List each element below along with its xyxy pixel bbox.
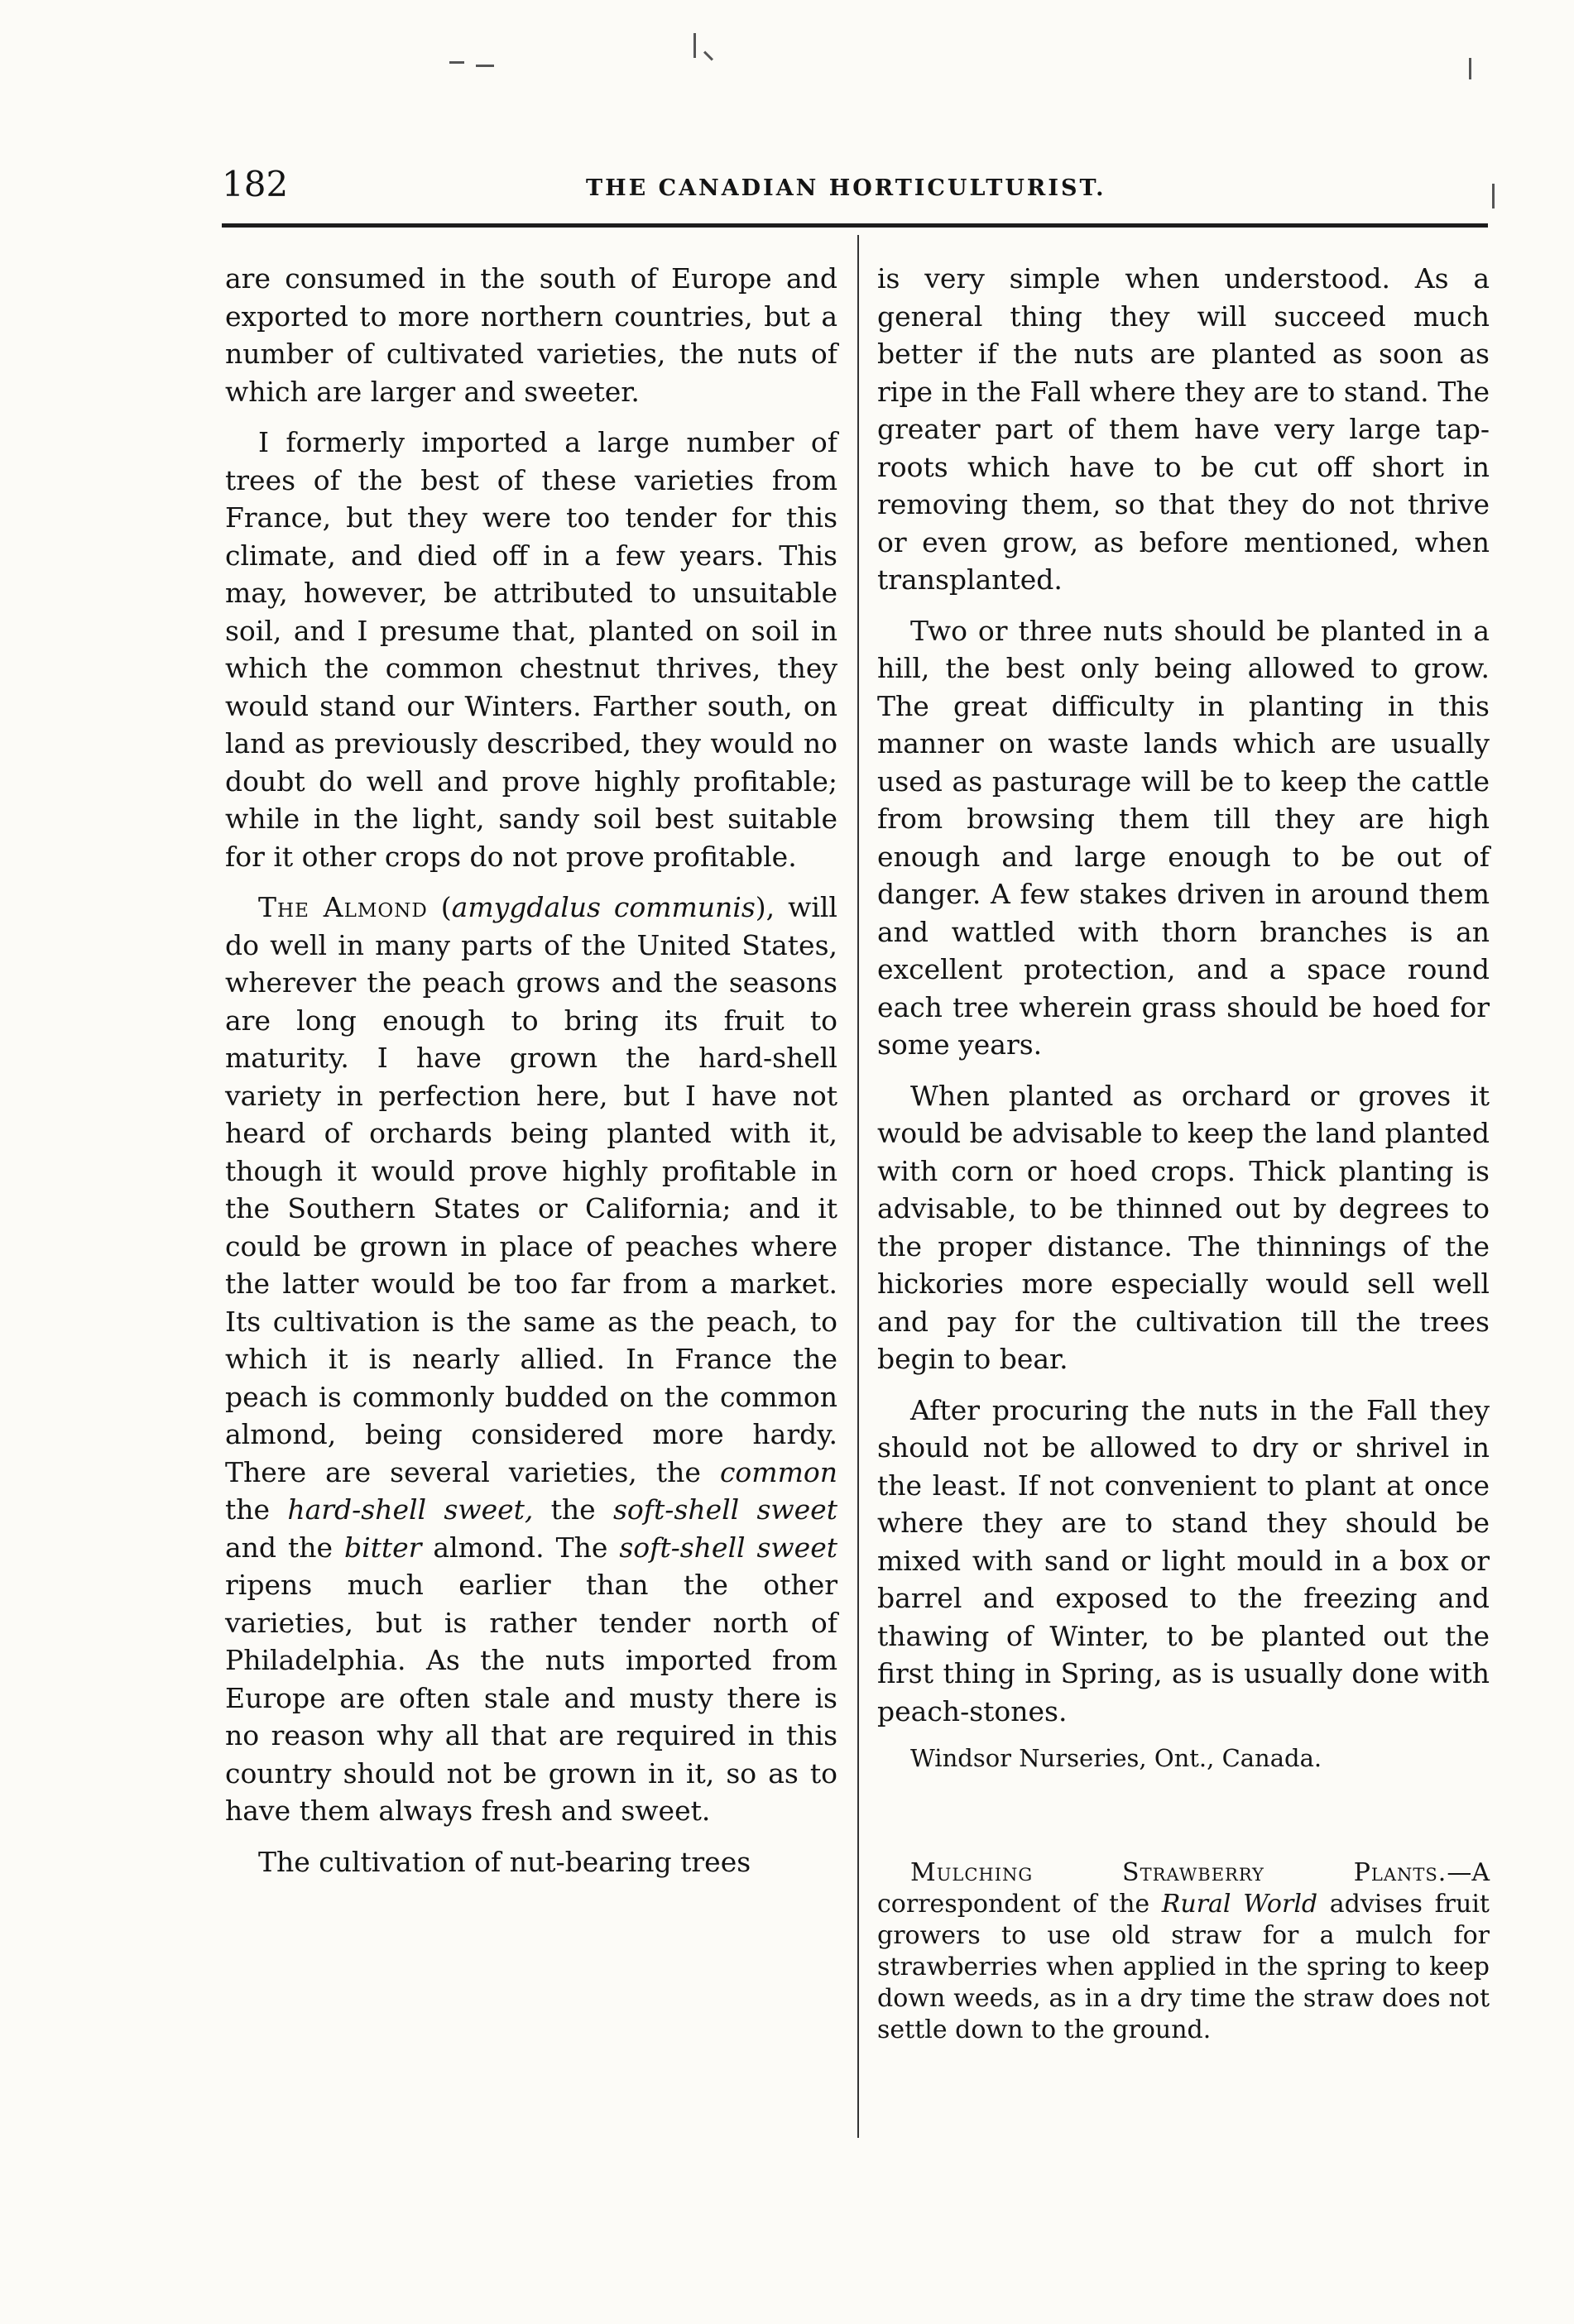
left-column — [225, 260, 837, 1894]
scan-mark — [476, 65, 494, 67]
variety-name: hard-shell sweet, — [287, 1493, 534, 1526]
variety-name: common — [719, 1455, 837, 1488]
scan-mark — [1492, 184, 1495, 208]
page-number: 182 — [222, 164, 289, 204]
paragraph: is very simple when understood. As a general thing they will succeed much better if the nuts are planted as soon as ripe in the Fall where they are to stand. The greater part of them have very large tap-roots which have to be cut off short in removing them, so that they do not thrive or even grow, as before mentioned, when transplanted. — [877, 262, 1490, 596]
text-run: advises fruit growers to use old straw for a mulch for strawberries when applied in the spring to keep down weeds, as in a dry time the straw does not settle down to the ground. — [877, 1889, 1490, 2044]
paragraph: are consumed in the south of Europe and exported to more northern countries, but a number of cultivated varieties, the nuts of which are larger and sweeter. — [225, 262, 837, 408]
text-run: will do well in many parts of the United States, wherever the peach grows and the seasons are long enough to bring its fruit to maturity. I have grown the hard-shell variety in perfection here, but I have not heard of orchards being planted with it, though it would prove highly profitable in the Southern States or California; and it could be grown in place of peaches where the latter would be too far from a market. Its cultivation is the same as the peach, to which it is nearly allied. In France the peach is commonly budded on the common almond, being considered more hardy. There are several varieties, the — [225, 891, 837, 1488]
note-paragraph — [877, 1857, 1490, 2046]
column-divider — [857, 235, 859, 2138]
right-column — [877, 260, 1490, 2059]
variety-name: soft-shell sweet — [612, 1493, 837, 1526]
text-run: almond. The — [421, 1531, 620, 1564]
text-run: ripens much earlier than the other varieties, but is rather tender north of Philadelphia. As the nuts imported from Europe are often stale and musty there is no reason why all that are required in this country should not be grown in it, so as to have them always fresh and sweet. — [225, 1569, 837, 1827]
signature: Windsor Nurseries, Ont., Canada. — [910, 1744, 1322, 1772]
scan-mark — [1469, 58, 1471, 79]
scan-mark — [449, 61, 464, 64]
variety-name: bitter — [343, 1531, 422, 1564]
scan-mark — [703, 50, 713, 60]
almond-paragraph — [225, 889, 837, 1830]
text-run: ), — [755, 891, 775, 923]
paragraph: When planted as orchard or groves it would be advisable to keep the land planted with corn or hoed crops. Thick planting is advisable, to be thinned out by degrees to the proper distance. The thinnings of the hickories more especially would sell well and pay for the cultivation till the trees begin to bear. — [877, 1079, 1490, 1375]
scan-mark — [693, 33, 696, 58]
paragraph: The cultivation of nut-bearing trees — [258, 1845, 751, 1878]
paragraph: Two or three nuts should be planted in a hill, the best only being allowed to grow. The great difficulty in planting in this manner on waste lands which are usually used as pasturage will be to keep the cattle from browsing them till they are high enough and large enough to be out of danger. A few stakes driven in around them and wattled with thorn branches is an excellent protection, and a space round each tree wherein grass should be hoed for some years. — [877, 614, 1490, 1061]
text-run: and the — [225, 1531, 344, 1564]
latin-name: amygdalus communis — [451, 891, 756, 923]
running-title: THE CANADIAN HORTICULTURIST. — [586, 175, 1106, 201]
publication-name: Rural World — [1161, 1889, 1318, 1919]
variety-name: soft-shell sweet — [619, 1531, 837, 1564]
text-run: the — [533, 1493, 613, 1526]
header-rule — [222, 223, 1488, 228]
text-run: the — [225, 1493, 288, 1526]
paragraph: After procuring the nuts in the Fall they should not be allowed to dry or shrivel in the least. If not convenient to plant at once where they are to stand they should be mixed with sand or light mould in a box or barrel and exposed to the freezing and thawing of Winter, to be planted out the first thing in Spring, as is usually done with peach-stones. — [877, 1393, 1490, 1727]
section-lead: The Almond — [258, 891, 428, 923]
paragraph: I formerly imported a large number of trees of the best of these varieties from France, but they were too tender for this climate, and died off in a few years. This may, however, be attributed to unsuitable soil, and I presume that, planted on soil in which the common chestnut thrives, they would stand our Winters. Farther south, on land as previously described, they would no doubt do well and prove highly profitable; while in the light, sandy soil best suitable for it other crops do not prove profitable. — [225, 426, 837, 873]
note-title: Mulching Strawberry Plants. — [910, 1857, 1447, 1887]
text-run: ( — [427, 891, 452, 923]
text-run: —A correspondent of the — [877, 1857, 1490, 1919]
page-header — [222, 164, 1488, 213]
